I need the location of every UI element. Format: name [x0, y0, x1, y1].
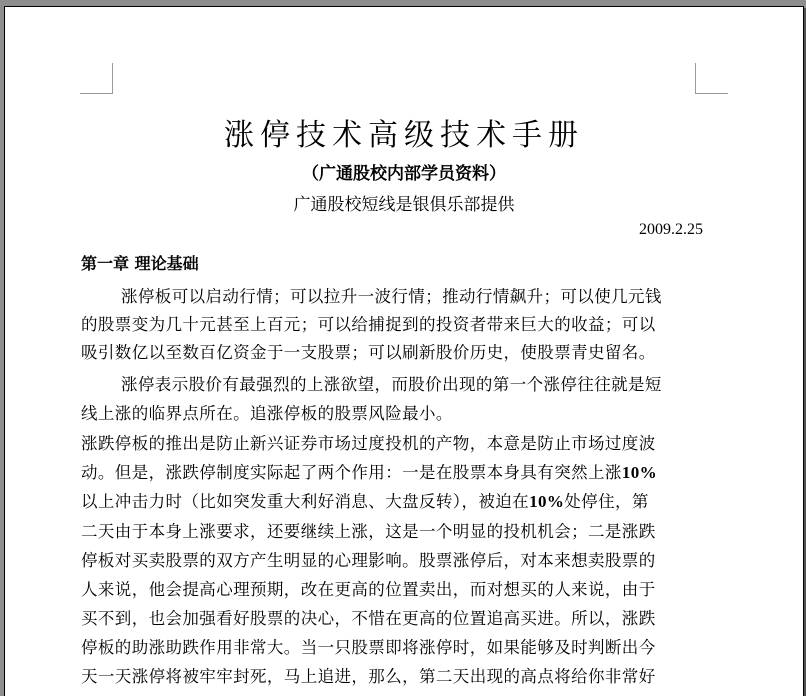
- paragraph-line: 线上涨的临界点所在。追涨停板的股票风险最小。: [81, 404, 453, 423]
- paragraph-line: [81, 488, 649, 512]
- crop-mark-top-right: [695, 63, 728, 94]
- percent-value: 10%: [529, 492, 565, 511]
- document-date: 2009.2.25: [639, 221, 703, 238]
- document-provider: 广通股校短线是银俱乐部提供: [293, 195, 515, 215]
- paragraph-line: 人来说，他会提高心理预期，改在更高的位置卖出，而对想买的人来说，由于: [81, 580, 656, 599]
- line-text: 以上冲击力时（比如突发重大利好消息、大盘反转），被迫在: [81, 492, 530, 511]
- paragraph-line: 二天由于本身上涨要求，还要继续上涨，这是一个明显的投机机会；二是涨跌: [81, 522, 656, 541]
- paragraph-line: 天一天涨停将被牢牢封死，马上追进，那么，第二天出现的高点将给你非常好: [81, 667, 656, 686]
- paragraph-line: 涨停板可以启动行情；可以拉升一波行情；推动行情飙升；可以使几元钱: [121, 287, 662, 306]
- line-text: 动。但是，涨跌停制度实际起了两个作用：一是在股票本身具有突然上涨: [81, 463, 622, 482]
- paragraph-line: 涨停表示股价有最强烈的上涨欲望，而股价出现的第一个涨停往往就是短: [121, 375, 662, 394]
- crop-mark-top-left: [80, 63, 113, 94]
- paragraph-line: 的股票变为几十元甚至上百元；可以给捕捉到的投资者带来巨大的收益；可以: [81, 315, 656, 334]
- document-subtitle: （广通股校内部学员资料）: [302, 164, 506, 184]
- paragraph-line: 停板的助涨助跌作用非常大。当一只股票即将涨停时，如果能够及时判断出今: [81, 638, 656, 657]
- paragraph-line: 买不到，也会加强看好股票的决心，不惜在更高的位置追高买进。所以，涨跌: [81, 609, 656, 628]
- percent-value: 10%: [621, 463, 658, 482]
- paragraph-line: 吸引数亿以至数百亿资金于一支股票；可以刷新股价历史，使股票青史留名。: [81, 343, 656, 362]
- paragraph-line: 涨跌停板的推出是防止新兴证券市场过度投机的产物，本意是防止市场过度波: [81, 434, 656, 453]
- document-title: 涨停技术高级技术手册: [224, 118, 584, 153]
- chapter-heading: 第一章 理论基础: [81, 254, 199, 273]
- line-text: 处停住，第: [564, 492, 649, 511]
- paragraph-line: 停板对买卖股票的双方产生明显的心理影响。股票涨停后，对本来想卖股票的: [81, 551, 656, 570]
- paragraph-line: [81, 459, 657, 483]
- document-page: [4, 6, 804, 696]
